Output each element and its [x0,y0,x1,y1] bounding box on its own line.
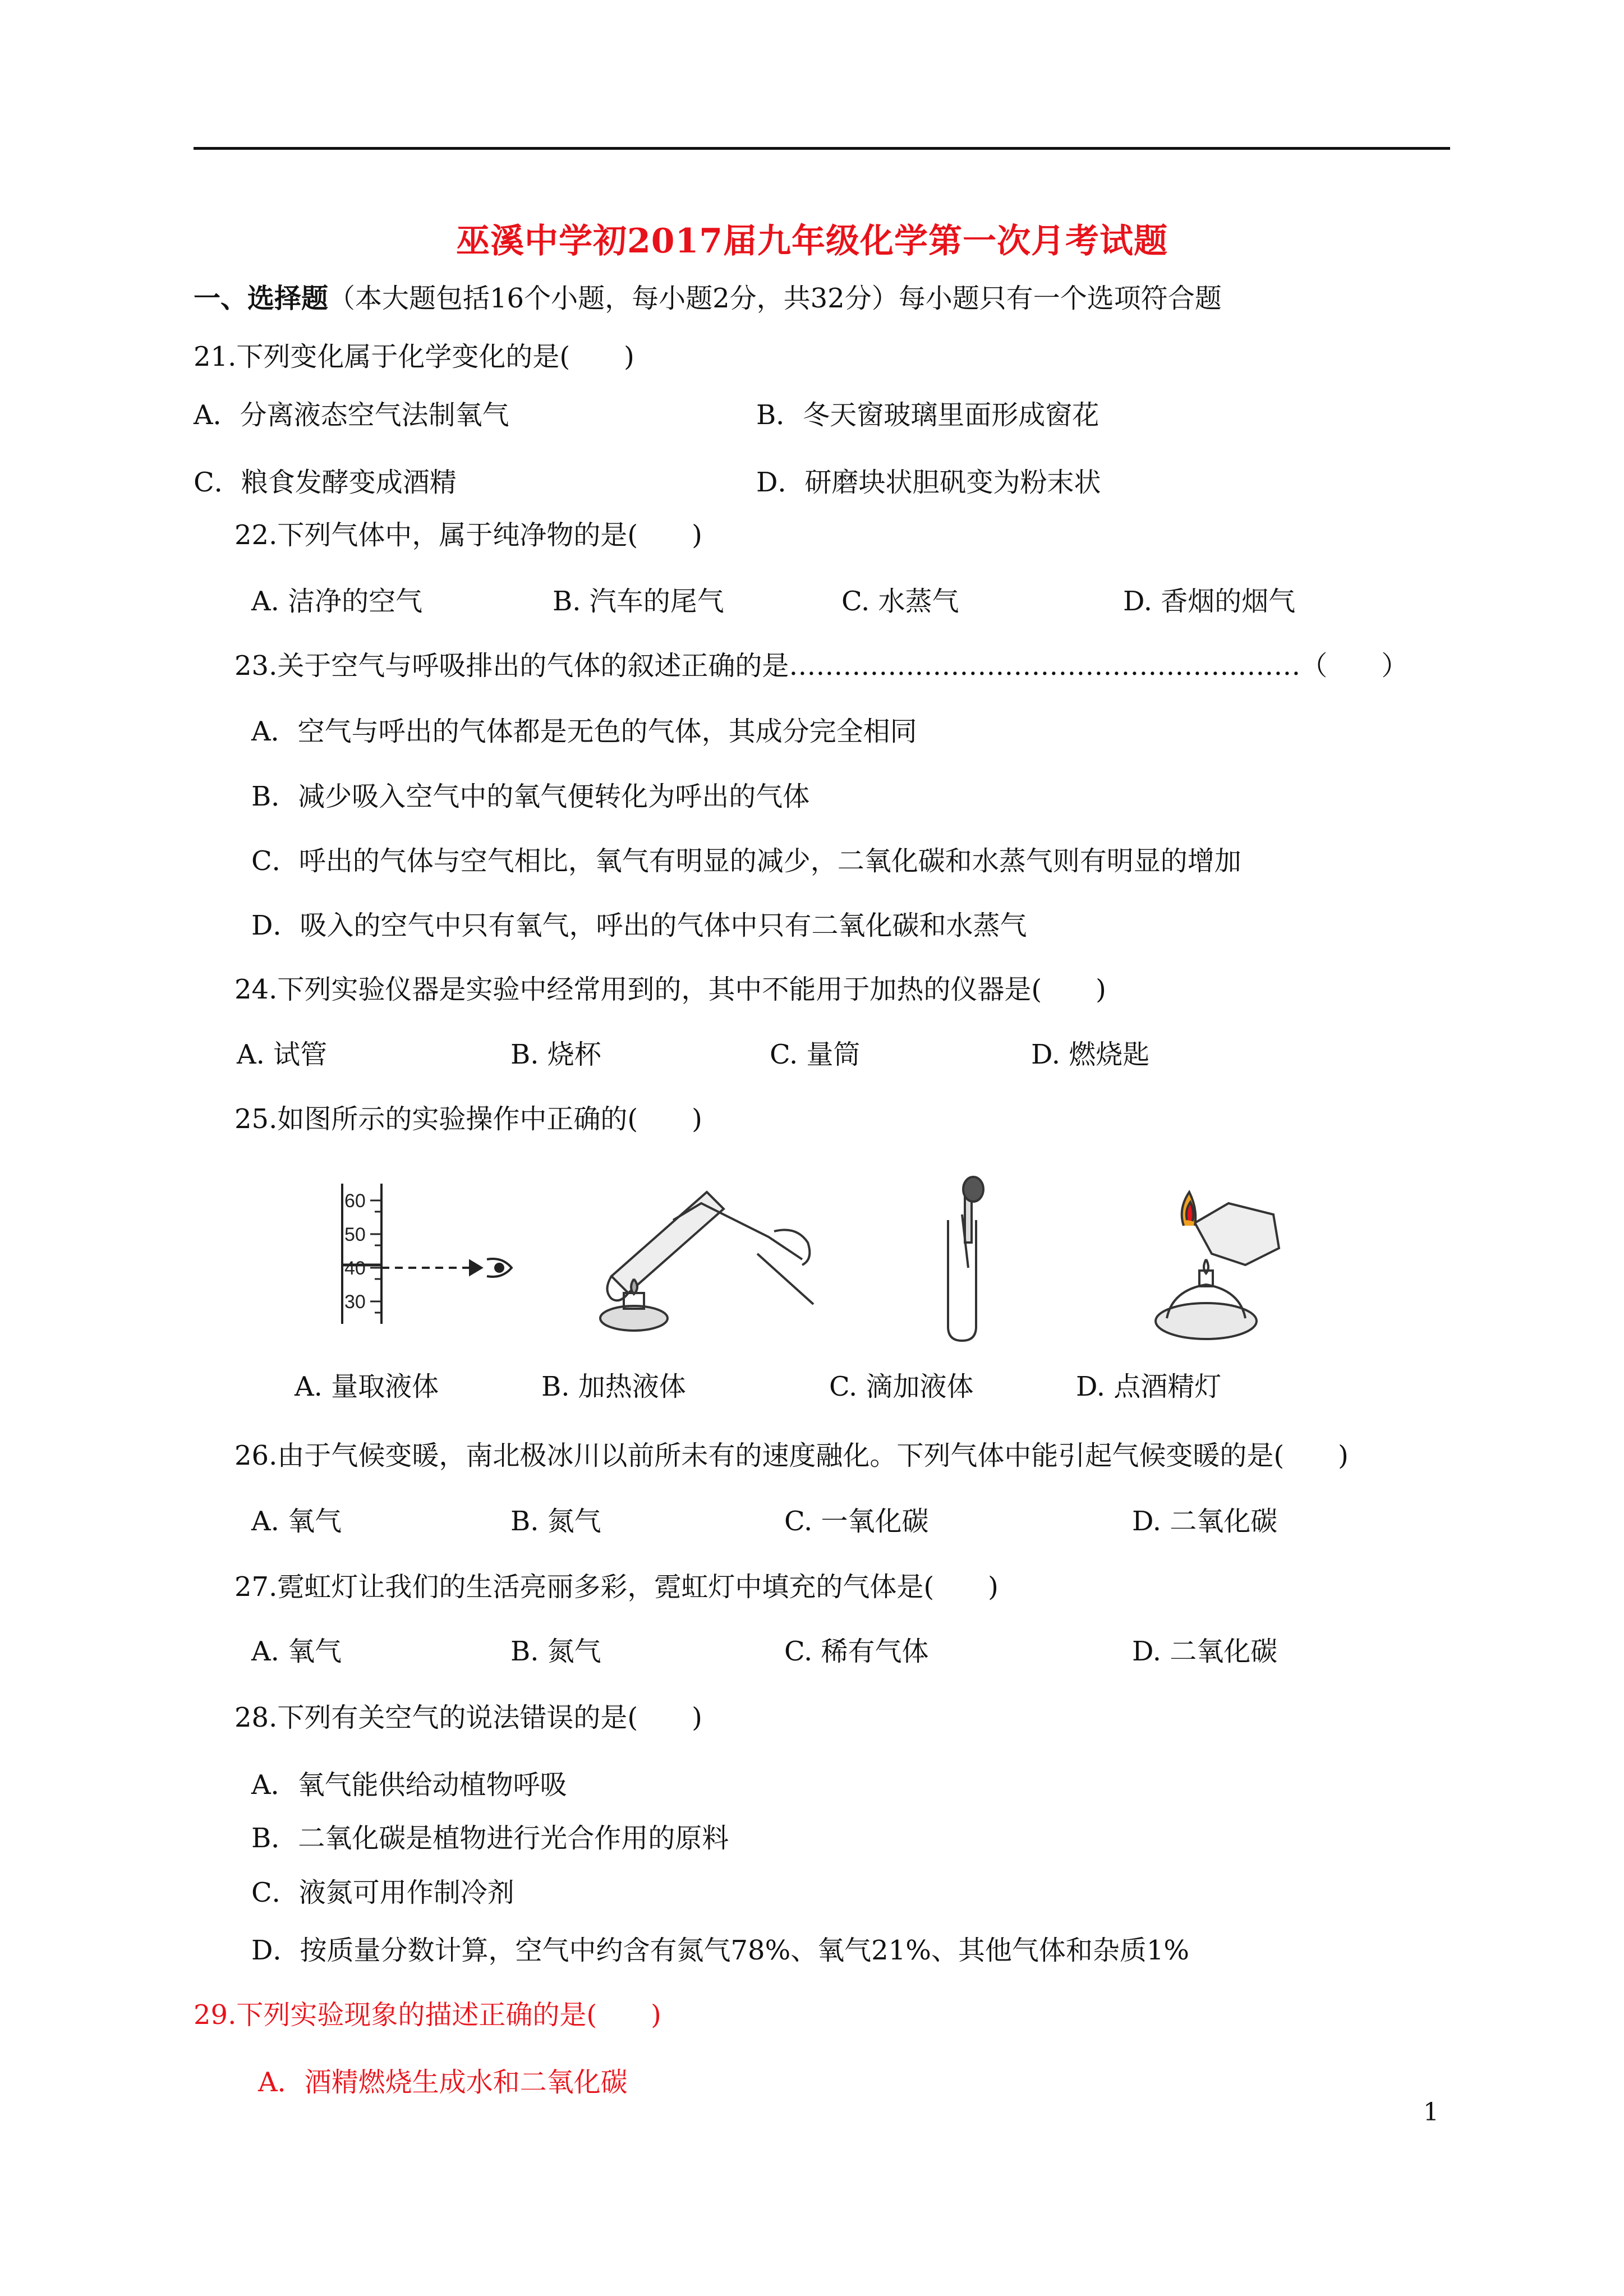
option-a[interactable]: A. 试管 [237,1039,328,1070]
question-stem: 24.下列实验仪器是实验中经常用到的，其中不能用于加热的仪器是( ) [234,974,1106,1005]
question-stem: 22.下列气体中，属于纯净物的是( ) [234,519,702,551]
option-c[interactable]: C．粮食发酵变成酒精 [194,467,457,498]
option-c[interactable]: C．液氮可用作制冷剂 [251,1877,514,1908]
question-stem: 27.霓虹灯让我们的生活亮丽多彩，霓虹灯中填充的气体是( ) [234,1571,999,1603]
option-b[interactable]: B. 烧杯 [510,1039,601,1070]
option-b[interactable]: B. 加热液体 [541,1371,686,1402]
option-c[interactable]: C. 水蒸气 [841,586,959,617]
question-stem: 23.关于空气与呼吸排出的气体的叙述正确的是…………………………………………………（ ） [234,650,1409,682]
option-a[interactable]: A. 量取液体 [295,1371,439,1402]
option-d[interactable]: D. 二氧化碳 [1132,1506,1278,1537]
option-b[interactable]: B．二氧化碳是植物进行光合作用的原料 [251,1823,729,1854]
cylinder-tick-60: 60 [344,1190,366,1212]
page-title: 巫溪中学初2017届九年级化学第一次月考试题 [456,222,1168,261]
figure-light-lamp [1150,1170,1318,1343]
option-c[interactable]: C. 量筒 [770,1039,861,1070]
option-b[interactable]: B．减少吸入空气中的氧气便转化为呼出的气体 [251,781,810,812]
option-a[interactable]: A．空气与呼出的气体都是无色的气体，其成分完全相同 [251,716,917,747]
option-d[interactable]: D．按质量分数计算，空气中约含有氮气78%、氧气21%、其他气体和杂质1% [251,1935,1190,1966]
header-rule [194,147,1450,150]
question-stem: 29.下列实验现象的描述正确的是( ) [194,1999,661,2031]
figure-drop-liquid [931,1170,1043,1349]
section-heading [194,280,1222,316]
section-label: 一、选择题 [194,283,329,314]
option-d[interactable]: D. 二氧化碳 [1132,1636,1278,1667]
option-d[interactable]: D．吸入的空气中只有氧气，呼出的气体中只有二氧化碳和水蒸气 [251,910,1027,941]
option-c[interactable]: C. 滴加液体 [829,1371,974,1402]
option-a[interactable]: A．氧气能供给动植物呼吸 [251,1769,567,1801]
option-b[interactable]: B. 氮气 [510,1636,601,1667]
option-b[interactable]: B. 氮气 [510,1506,601,1537]
option-d[interactable]: D. 香烟的烟气 [1123,586,1296,617]
question-stem: 28.下列有关空气的说法错误的是( ) [234,1702,702,1733]
question-stem: 26.由于气候变暖，南北极冰川以前所未有的速度融化。下列气体中能引起气候变暖的是( ) [234,1440,1349,1471]
page-number: 1 [1423,2098,1439,2127]
option-c[interactable]: C. 一氧化碳 [784,1506,929,1537]
cylinder-tick-40: 40 [344,1258,366,1279]
figure-heat-liquid [589,1170,825,1338]
option-a[interactable]: A. 氧气 [251,1506,342,1537]
option-c[interactable]: C. 稀有气体 [784,1636,929,1667]
option-a[interactable]: A．分离液态空气法制氧气 [194,399,509,431]
option-b[interactable]: B. 汽车的尾气 [553,586,724,617]
option-d[interactable]: D．研磨块状胆矾变为粉末状 [756,467,1101,498]
option-d[interactable]: D. 点酒精灯 [1076,1371,1222,1402]
question-stem: 25.如图所示的实验操作中正确的( ) [234,1103,702,1135]
figure-measure-liquid [337,1178,539,1329]
option-c[interactable]: C．呼出的气体与空气相比，氧气有明显的减少，二氧化碳和水蒸气则有明显的增加 [251,845,1241,877]
option-a[interactable]: A．酒精燃烧生成水和二氧化碳 [258,2067,628,2098]
cylinder-tick-30: 30 [344,1291,366,1313]
section-desc: （本大题包括16个小题，每小题2分，共32分）每小题只有一个选项符合题 [328,283,1222,314]
option-b[interactable]: B．冬天窗玻璃里面形成窗花 [756,399,1099,431]
question-stem: 21.下列变化属于化学变化的是( ) [194,341,634,372]
option-a[interactable]: A. 氧气 [251,1636,342,1667]
option-d[interactable]: D. 燃烧匙 [1031,1039,1150,1070]
option-a[interactable]: A. 洁净的空气 [251,586,423,617]
cylinder-tick-50: 50 [344,1224,366,1245]
